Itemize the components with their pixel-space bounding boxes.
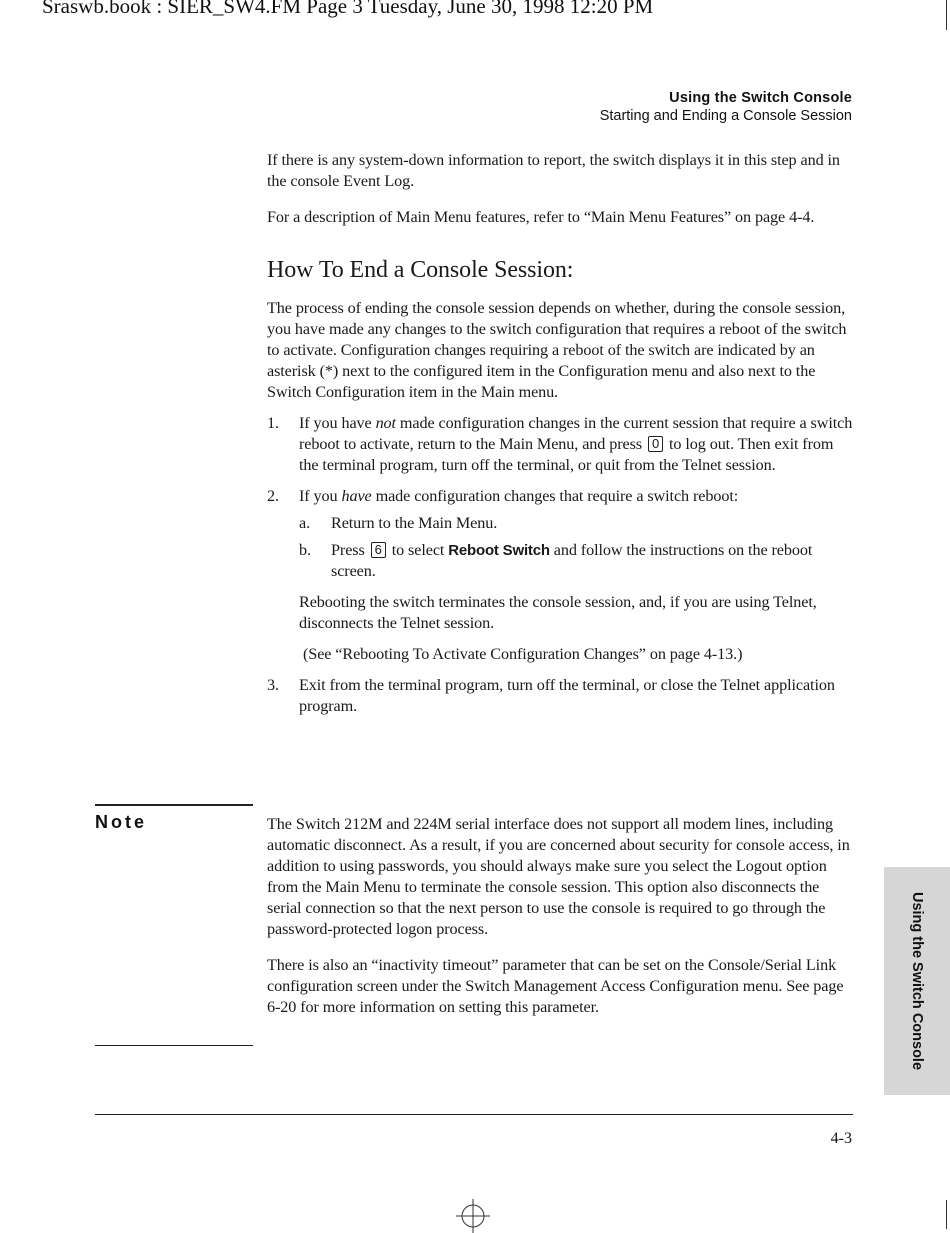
step-2a-letter: a. <box>299 514 311 532</box>
step-1-emphasis: not <box>375 414 396 432</box>
step-3-text: Exit from the terminal program, turn off the terminal, or close the Telnet application program. <box>299 676 835 715</box>
step-1-text-pre: If you have <box>299 414 376 432</box>
note-rule-top <box>95 804 253 806</box>
main-content <box>267 150 853 717</box>
step-2a <box>267 513 853 534</box>
note-paragraph-1: The Switch 212M and 224M serial interface does not support all modem lines, including automatic disconnect. As a result, if you are concerned about security for console access, in addition to using passwords, you should always make sure you select the Logout option from the Main Menu to terminate the console session. This option also disconnects the serial connection so that the next person to use the console is required to go through the password-protected logon process. <box>267 815 850 938</box>
section-heading: How To End a Console Session: <box>267 257 574 283</box>
step-2-emphasis: have <box>341 487 372 505</box>
step-2b-text-pre: Press <box>331 541 369 559</box>
side-tab-label: Using the Switch Console <box>909 891 925 1071</box>
step-2-followup: Rebooting the switch terminates the console session, and, if you are using Telnet, disconnects the Telnet session. <box>299 593 817 632</box>
side-tab <box>884 867 950 1095</box>
note-body <box>267 814 853 1018</box>
footer-rule <box>95 1114 853 1115</box>
crop-mark-bottom-right <box>946 1200 947 1229</box>
page-number: 4-3 <box>830 1130 852 1147</box>
note-rule-bottom <box>95 1045 253 1046</box>
paragraph-main-menu-reference: For a description of Main Menu features, refer to “Main Menu Features” on page 4-4. <box>267 208 815 226</box>
step-2-text-pre: If you <box>299 487 342 505</box>
step-2-text-post: made configuration changes that require a switch reboot: <box>371 487 739 505</box>
running-head <box>600 89 852 125</box>
running-head-subtitle: Starting and Ending a Console Session <box>599 108 852 124</box>
step-2b-text-mid: to select <box>387 541 449 559</box>
step-1 <box>267 413 853 476</box>
step-1-text-mid: made configuration changes in the current session that require a switch reboot to activate, return to the Main Menu, and press <box>299 414 853 453</box>
crop-mark-top-right <box>946 0 947 30</box>
step-3-number: 3. <box>267 676 279 694</box>
registration-mark-icon <box>456 1199 490 1233</box>
step-1-number: 1. <box>267 414 279 432</box>
section-intro: The process of ending the console session depends on whether, during the console session, you have made any changes to the switch configuration that requires a reboot of the switch to activate. Configuration changes requiring a reboot of the switch are indicated by an asterisk (*) next to the configured item in the Configuration menu and also next to the Switch Configuration item in the Main menu. <box>267 299 847 401</box>
key-0-icon: 0 <box>648 436 663 452</box>
note-label: Note <box>95 812 147 832</box>
key-6-icon: 6 <box>371 542 386 558</box>
step-2b-letter: b. <box>299 541 311 559</box>
step-2a-text: Return to the Main Menu. <box>331 514 498 532</box>
step-2-number: 2. <box>267 487 279 505</box>
menu-item-reboot-switch: Reboot Switch <box>448 542 550 559</box>
step-2b <box>267 540 853 582</box>
running-head-title: Using the Switch Console <box>669 90 852 106</box>
frame-header: Sraswb.book : SIER_SW4.FM Page 3 Tuesday, June 30, 1998 12:20 PM <box>42 0 654 18</box>
step-3 <box>267 675 853 717</box>
step-2-see-reference: (See “Rebooting To Activate Configuration Changes” on page 4-13.) <box>303 645 743 663</box>
paragraph-system-down: If there is any system-down information to report, the switch displays it in this step and in the console Event Log. <box>267 151 840 190</box>
step-2 <box>267 486 853 507</box>
step-2b-text-post: and follow the instructions on the reboot screen. <box>331 541 813 580</box>
note-paragraph-2: There is also an “inactivity timeout” parameter that can be set on the Console/Serial Link configuration screen under the Switch Management Access Configuration menu. See page 6-20 for more information on setting this parameter. <box>267 956 844 1016</box>
step-1-text-post: to log out. Then exit from the terminal program, turn off the terminal, or quit from the Telnet session. <box>299 435 834 474</box>
